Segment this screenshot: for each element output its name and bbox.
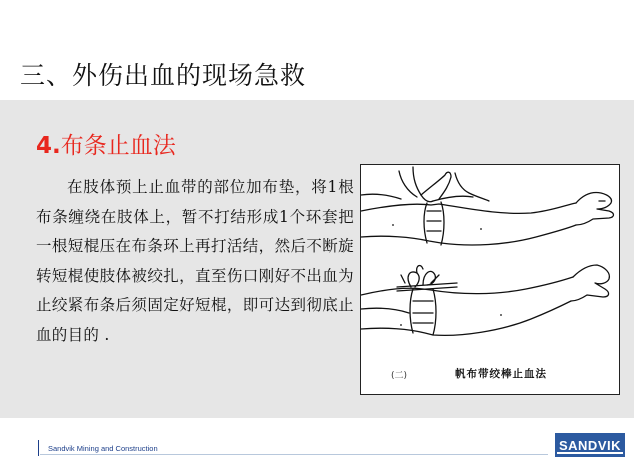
footer-divider-tick	[38, 440, 39, 456]
title-bar	[0, 0, 634, 100]
section-heading	[36, 127, 176, 160]
footer-company: Sandvik Mining and Construction	[48, 444, 158, 453]
tourniquet-drawing	[361, 165, 619, 394]
slide-title: 三、外伤出血的现场急救	[20, 61, 307, 90]
tourniquet-illustration	[360, 164, 620, 395]
section-number: 4.	[36, 133, 61, 159]
section-heading-text: 布条止血法	[60, 133, 176, 159]
figure-caption: 帆布带绞棒止血法	[455, 368, 547, 380]
body-paragraph: 在肢体预上止血带的部位加布垫，将1根布条缠绕在肢体上，暂不打结形成1个环套把一根短棍压在布条环上再打活结，然后不断旋转短棍使肢体被绞扎，直至伤口刚好不出血为止绞紧布条后须固定好短棍，即可达到彻底止血的目的 .	[36, 178, 354, 344]
footer-rule	[40, 454, 548, 455]
figure-caption-mark: (二)	[391, 371, 408, 381]
sandvik-logo: SANDVIK	[555, 433, 625, 457]
